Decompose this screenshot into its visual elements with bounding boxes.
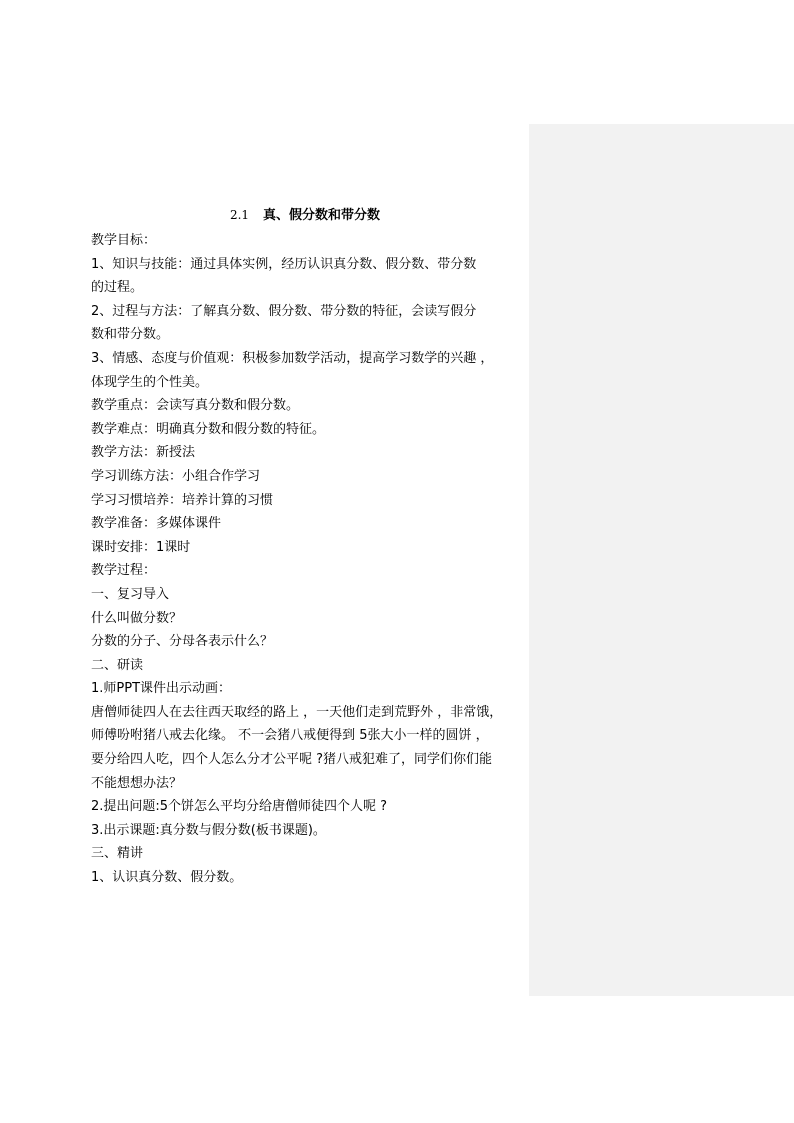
page-title bbox=[0, 206, 610, 225]
text-line: 1、认识真分数、假分数。 bbox=[91, 870, 243, 886]
text-line: 什么叫做分数？ bbox=[91, 610, 183, 626]
document-body bbox=[91, 229, 531, 890]
text-line: 的过程。 bbox=[91, 280, 144, 296]
text-line: 分数的分子、分母各表示什么？ bbox=[91, 634, 274, 650]
section-number: 2.1 bbox=[229, 208, 250, 222]
text-line: 教学目标： bbox=[91, 233, 157, 248]
text-line: 教学难点：明确真分数和假分数的特征。 bbox=[91, 421, 326, 437]
text-line: 学习习惯培养：培养计算的习惯 bbox=[91, 492, 274, 508]
text-line: 数和带分数。 bbox=[91, 327, 170, 343]
text-line: 二、研读 bbox=[91, 657, 144, 673]
text-line: 3.出示课题:真分数与假分数(板书课题)。 bbox=[91, 822, 326, 838]
text-line: 3、情感、态度与价值观：积极参加数学活动，提高学习数学的兴趣 ， bbox=[91, 350, 494, 366]
text-line: 教学准备：多媒体课件 bbox=[91, 516, 222, 532]
text-line: 不能想想办法？ bbox=[91, 775, 183, 791]
text-line: 课时安排：1课时 bbox=[91, 539, 191, 555]
text-line: 师傅吩咐猪八戒去化缘。 不一会猪八戒便得到 5张大小一样的圆饼 ， bbox=[91, 728, 489, 744]
text-line: 教学方法：新授法 bbox=[91, 445, 196, 461]
text-line: 教学重点：会读写真分数和假分数。 bbox=[91, 398, 300, 414]
text-line: 要分给四人吃，四个人怎么分才公平呢 ?猪八戒犯难了，同学们你们能 bbox=[91, 752, 493, 768]
text-line: 唐僧师徒四人在去往西天取经的路上 ，一天他们走到荒野外 ，非常饿， bbox=[91, 704, 503, 720]
text-line: 2、过程与方法：了解真分数、假分数、带分数的特征，会读写假分 bbox=[91, 303, 477, 319]
text-line: 体现学生的个性美。 bbox=[91, 374, 209, 390]
text-line: 一、复习导入 bbox=[91, 586, 170, 602]
text-line: 学习训练方法：小组合作学习 bbox=[91, 468, 261, 484]
text-line: 2.提出问题:5个饼怎么平均分给唐僧师徒四个人呢 ? bbox=[91, 799, 388, 815]
comment-pane bbox=[529, 124, 794, 996]
text-line: 三、精讲 bbox=[91, 846, 144, 862]
text-line: 1、知识与技能：通过具体实例，经历认识真分数、假分数、带分数 bbox=[91, 256, 477, 272]
text-line: 1.师PPT课件出示动画： bbox=[91, 681, 232, 697]
text-line: 教学过程： bbox=[91, 563, 157, 579]
section-title: 真、假分数和带分数 bbox=[263, 208, 381, 223]
